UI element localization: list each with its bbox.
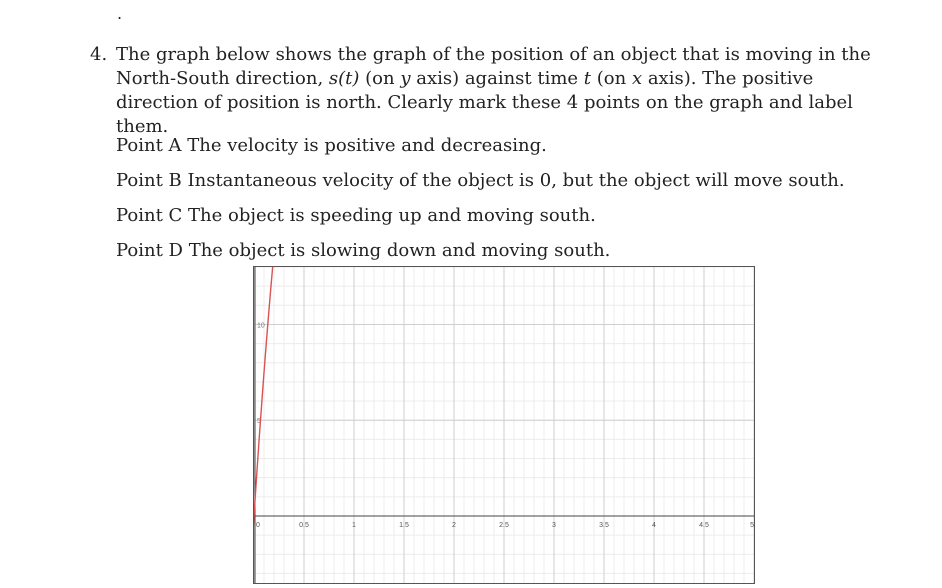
x-tick-label: 2 [452, 521, 456, 529]
problem-statement [116, 43, 880, 139]
statement-part-4: (on [591, 68, 632, 89]
header-dot: . [117, 4, 123, 23]
point-c-item [116, 204, 845, 228]
y-variable: y [400, 68, 411, 89]
statement-part-3: axis) against time [410, 68, 584, 89]
x-tick-label: 1.5 [399, 521, 409, 529]
x-tick-label: 0.5 [299, 521, 309, 529]
y-tick-label: 10 [257, 322, 265, 330]
position-graph [253, 266, 755, 584]
x-tick-label: 4 [652, 521, 656, 529]
point-b-item [116, 169, 845, 193]
point-a-label: Point A [116, 135, 182, 156]
x-tick-label: 3 [552, 521, 556, 529]
point-c-text: The object is speeding up and moving south. [188, 205, 596, 226]
point-d-item [116, 239, 845, 263]
y-tick-label: 5 [257, 418, 261, 426]
x-tick-label: 0 [256, 521, 260, 529]
x-tick-label: 2.5 [499, 521, 509, 529]
x-tick-label: 5 [750, 521, 754, 529]
point-a-text: The velocity is positive and decreasing. [187, 135, 547, 156]
statement-part-1: The graph below shows the graph of the position of an object that is moving in the North-South direction, [116, 44, 871, 89]
problem-number: 4. [90, 44, 108, 65]
point-d-label: Point D [116, 240, 183, 261]
x-tick-label: 4.5 [699, 521, 709, 529]
point-b-label: Point B [116, 170, 182, 191]
t-variable: t [583, 68, 592, 89]
point-c-label: Point C [116, 205, 183, 226]
statement-part-2: (on [359, 68, 401, 89]
point-d-text: The object is slowing down and moving south. [188, 240, 611, 261]
points-list [116, 134, 845, 274]
point-a-item [116, 134, 845, 158]
problem-4 [90, 43, 880, 139]
x-tick-label: 1 [352, 521, 356, 529]
point-b-text: Instantaneous velocity of the object is 0, but the object will move south. [187, 170, 845, 191]
statement-part-5: axis). The positive direction of position is north. Clearly mark these 4 points on the graph and label them. [116, 68, 853, 137]
position-function: s(t) [328, 68, 360, 89]
x-tick-label: 3.5 [599, 521, 609, 529]
x-variable: x [631, 68, 643, 89]
